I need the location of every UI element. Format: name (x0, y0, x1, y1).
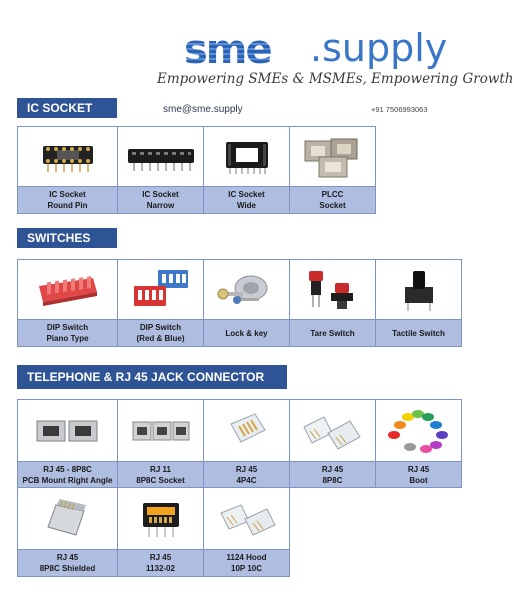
label-line-1: DIP Switch (139, 323, 182, 332)
label-line-1: Lock & key (225, 328, 268, 338)
label-line-2: 4P4C (236, 475, 257, 485)
label-line-2: 10P 10C (231, 564, 262, 573)
label-line-2: Narrow (146, 201, 175, 210)
product-label-rj45-8p8c (290, 462, 376, 488)
product-image-1124-hood[interactable] (204, 488, 290, 550)
label-line-1: DIP Switch (46, 323, 89, 332)
logo-sme-text: sme (184, 27, 271, 73)
ic-socket-wide-icon (220, 138, 274, 176)
tagline: Empowering SMEs & MSMEs, Empowering Growth (157, 71, 514, 87)
product-image-rj45-8p8c[interactable] (290, 400, 376, 462)
label-line-1: IC Socket (49, 190, 86, 199)
product-label-tactile-switch (376, 320, 462, 347)
product-label-rj45-shielded (18, 550, 118, 577)
label-line-1: RJ 45 (321, 464, 344, 474)
rj45-1132-icon (133, 497, 189, 541)
label-line-1: RJ 45 - 8P8C (43, 464, 92, 474)
product-label-rj45-1132 (118, 550, 204, 577)
label-line-1: IC Socket (142, 190, 179, 199)
label-line-2: Socket (319, 201, 346, 210)
rj11-socket-icon (131, 416, 191, 446)
product-label-ic-wide (204, 187, 290, 214)
product-label-1124-hood (204, 550, 290, 577)
label-line-1: 1124 Hood (226, 553, 267, 562)
plcc-socket-icon (301, 135, 365, 179)
product-label-ic-narrow (118, 187, 204, 214)
rj45-pcb-mount-icon (35, 415, 101, 447)
logo-supply-text: .supply (310, 26, 448, 70)
tactile-switch-icon (399, 267, 439, 313)
label-line-2: (Red & Blue) (136, 334, 185, 343)
product-image-ic-narrow[interactable] (118, 127, 204, 187)
rj45-shielded-icon (40, 497, 96, 541)
brand-logo (184, 26, 450, 73)
product-image-ic-round-pin[interactable] (18, 127, 118, 187)
product-image-rj11-socket[interactable] (118, 400, 204, 462)
product-label-dip-red-blue (118, 320, 204, 347)
product-label-plcc (290, 187, 376, 214)
product-image-rj45-shielded[interactable] (18, 488, 118, 550)
product-label-tare-switch (290, 320, 376, 347)
empty-cell (290, 550, 376, 577)
label-line-2: Boot (409, 475, 428, 485)
dip-switch-piano-icon (35, 272, 101, 308)
empty-cell (376, 550, 462, 577)
product-image-rj45-1132[interactable] (118, 488, 204, 550)
product-image-dip-piano[interactable] (18, 260, 118, 320)
product-image-rj45-boot[interactable] (376, 400, 462, 462)
label-line-2: Piano Type (46, 334, 89, 343)
label-line-2: Round Pin (47, 201, 88, 210)
product-label-rj45-boot (376, 462, 462, 488)
product-image-plcc-socket[interactable] (290, 127, 376, 187)
product-image-tactile-switch[interactable] (376, 260, 462, 320)
product-label-ic-round-pin (18, 187, 118, 214)
label-line-2: 8P8C Shielded (39, 564, 96, 573)
section-header-switches (17, 228, 117, 248)
ic-socket-grid (17, 126, 376, 214)
rj45-8p8c-icon (302, 411, 364, 451)
tare-switch-icon (305, 267, 361, 313)
label-line-2: 1132-02 (146, 564, 175, 573)
empty-cell (290, 488, 376, 550)
section-title: TELEPHONE & RJ 45 JACK CONNECTOR (27, 370, 265, 384)
label-line-1: RJ 45 (56, 553, 79, 562)
product-image-lock-key[interactable] (204, 260, 290, 320)
product-image-tare-switch[interactable] (290, 260, 376, 320)
label-line-1: RJ 11 (150, 464, 171, 474)
rj45-4p4c-icon (225, 410, 269, 452)
ic-socket-round-pin-icon (37, 140, 99, 174)
rj45-boot-icon (386, 409, 452, 453)
contact-email[interactable]: sme@sme.supply (163, 104, 243, 115)
label-line-1: IC Socket (228, 190, 265, 199)
product-image-ic-wide[interactable] (204, 127, 290, 187)
product-label-rj45-pcb-mount (18, 462, 118, 488)
section-header-ic-socket (17, 98, 117, 118)
label-line-1: Tare Switch (310, 328, 355, 338)
section-title: SWITCHES (27, 231, 91, 245)
label-line-2: 8P8C Socket (136, 475, 185, 485)
product-label-lock-key (204, 320, 290, 347)
label-line-1: RJ 45 (149, 553, 172, 562)
contact-phone: +91 7506993063 (371, 105, 428, 114)
label-line-1: PLCC (321, 190, 344, 199)
product-image-rj45-4p4c[interactable] (204, 400, 290, 462)
telephone-grid (17, 399, 462, 577)
label-line-1: Tactile Switch (392, 328, 445, 338)
product-image-dip-red-blue[interactable] (118, 260, 204, 320)
product-label-rj45-4p4c (204, 462, 290, 488)
hood-1124-icon (217, 499, 277, 539)
label-line-2: PCB Mount Right Angle (22, 475, 113, 485)
section-header-telephone (17, 365, 287, 389)
lock-key-icon (215, 270, 279, 310)
section-title: IC SOCKET (27, 101, 93, 115)
label-line-2: Wide (236, 201, 257, 210)
label-line-1: RJ 45 (235, 464, 258, 474)
product-label-rj11-socket (118, 462, 204, 488)
product-label-dip-piano (18, 320, 118, 347)
label-line-1: RJ 45 (407, 464, 430, 474)
empty-cell (376, 488, 462, 550)
switches-grid (17, 259, 462, 347)
ic-socket-narrow-icon (125, 141, 197, 173)
dip-switch-red-blue-icon (130, 268, 192, 312)
label-line-2: 8P8C (322, 475, 343, 485)
product-image-rj45-pcb-mount[interactable] (18, 400, 118, 462)
